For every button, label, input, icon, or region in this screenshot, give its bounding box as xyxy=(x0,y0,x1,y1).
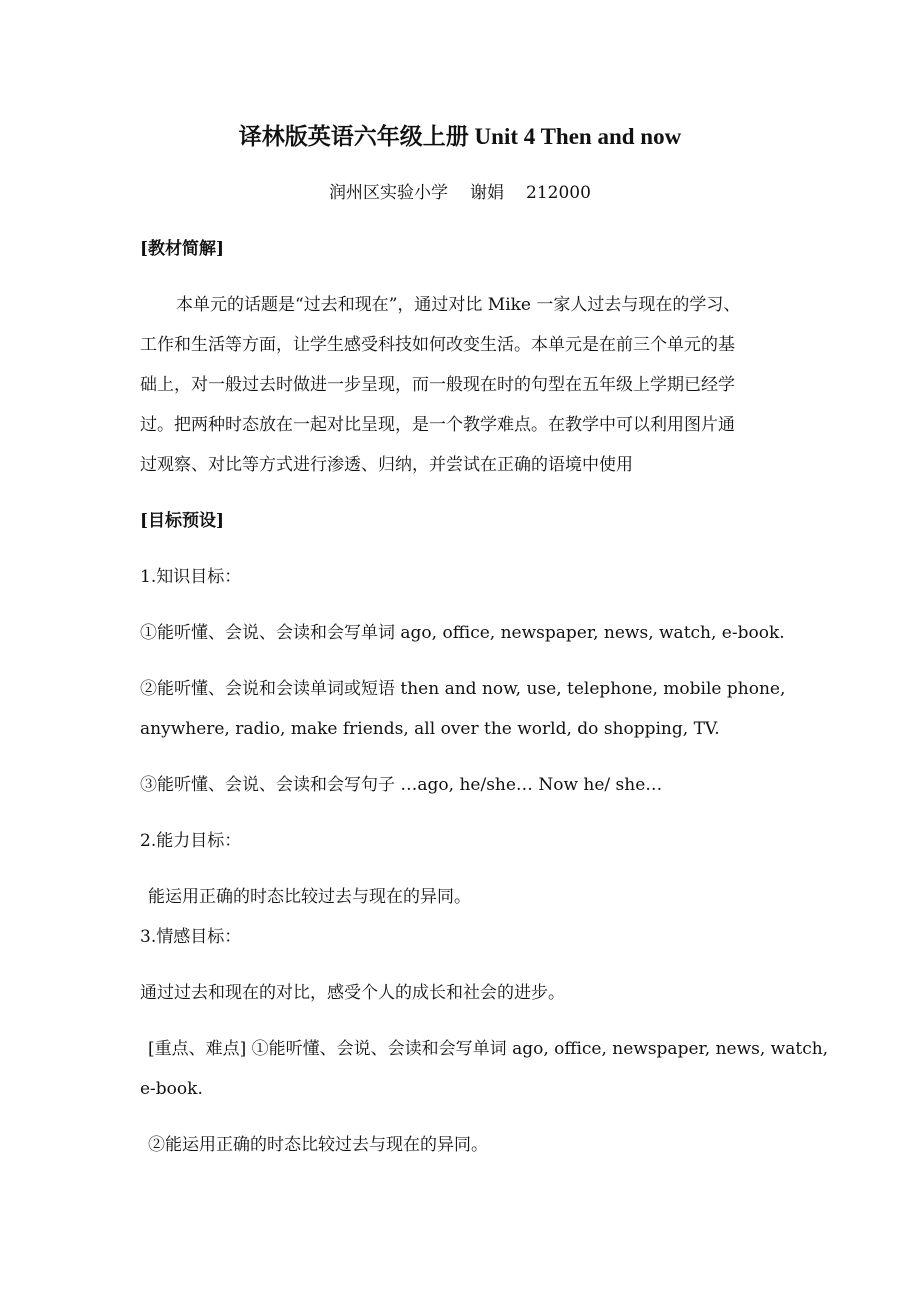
key-points-line-1: [重点、难点] ①能听懂、会说、会读和会写单词 ago, office, newspaper, news, watch, xyxy=(148,1039,829,1059)
key-points-line-2: e-book. xyxy=(140,1079,203,1099)
author-code: 212000 xyxy=(526,183,591,203)
document-title: 译林版英语六年级上册 Unit 4 Then and now xyxy=(238,124,682,149)
paragraph-line-4: 过。把两种时态放在一起对比呈现，是一个教学难点。在教学中可以利用图片通 xyxy=(140,415,735,435)
section-heading-goals: [目标预设] xyxy=(140,511,225,531)
paragraph-line-3: 础上，对一般过去时做进一步呈现，而一般现在时的句型在五年级上学期已经学 xyxy=(140,375,735,395)
paragraph-line-1: 本单元的话题是“过去和现在”，通过对比 Mike 一家人过去与现在的学习、 xyxy=(176,295,741,315)
knowledge-item-1: ①能听懂、会说、会读和会写单词 ago, office, newspaper, news, watch, e-book. xyxy=(140,623,785,643)
ability-goal-label: 2.能力目标： xyxy=(140,831,242,851)
ability-goal-text: 能运用正确的时态比较过去与现在的异同。 xyxy=(148,887,471,907)
emotion-goal-label: 3.情感目标： xyxy=(140,927,242,947)
key-points-line-3: ②能运用正确的时态比较过去与现在的异同。 xyxy=(148,1135,488,1155)
emotion-goal-text: 通过过去和现在的对比，感受个人的成长和社会的进步。 xyxy=(140,983,565,1003)
knowledge-item-2-line-2: anywhere, radio, make friends, all over the world, do shopping, TV. xyxy=(140,719,720,739)
author-line xyxy=(0,182,920,204)
knowledge-goal-label: 1.知识目标： xyxy=(140,567,242,587)
knowledge-item-2-line-1: ②能听懂、会说和会读单词或短语 then and now, use, telephone, mobile phone, xyxy=(140,679,786,699)
author-name: 谢娟 xyxy=(470,183,505,203)
section-heading-textbook: [教材简解] xyxy=(140,239,225,259)
author-school: 润州区实验小学 xyxy=(329,183,449,203)
knowledge-item-3: ③能听懂、会说、会读和会写句子 …ago, he/she… Now he/ she… xyxy=(140,775,663,795)
paragraph-line-2: 工作和生活等方面，让学生感受科技如何改变生活。本单元是在前三个单元的基 xyxy=(140,335,735,355)
paragraph-line-5: 过观察、对比等方式进行渗透、归纳，并尝试在正确的语境中使用 xyxy=(140,455,633,475)
